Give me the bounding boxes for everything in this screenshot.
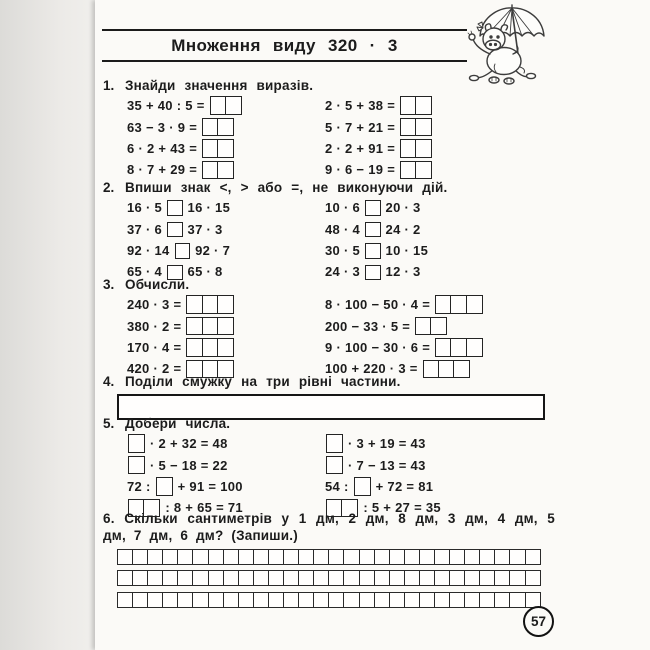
left-column [125,197,232,283]
equation-text: 6 · 2 + 43 = [127,140,198,156]
grid-cell[interactable] [283,549,300,565]
equation-text: 9 · 100 − 30 · 6 = [325,339,431,355]
right-column [323,197,430,283]
grid-cell[interactable] [177,570,194,586]
left-column [125,294,237,380]
equation-row [323,197,430,218]
exercise-5 [103,414,646,516]
grid-cell[interactable] [464,549,481,565]
equation-row [323,95,435,116]
grid-cell[interactable] [253,592,270,608]
answer-box-group [326,434,343,453]
equation-text: + 72 = 81 [375,478,434,494]
answer-box[interactable] [217,139,234,158]
equation-row [323,138,435,159]
grid-cell[interactable] [464,592,481,608]
page-number: 57 [530,614,547,629]
page-sheet [95,0,650,650]
grid-cell[interactable] [132,570,149,586]
grid-cell[interactable] [313,570,330,586]
equation-text: 12 · 3 [385,264,421,280]
exercise-prompt: Впиши знак <, > або =, не виконуючи дій. [125,180,448,195]
answer-box[interactable] [217,118,234,137]
equation-text: 100 + 220 · 3 = [325,361,418,377]
answer-box-group [202,118,234,137]
equation-text: 65 · 8 [187,264,223,280]
exercise-prompt-text: Скільки сантиметрів у 1 дм, 2 дм, 8 дм, 3 дм, 4 дм, 5 дм, 7 дм, 6 дм? (Запиши.) [103,511,556,543]
equation-text: 72 : [127,478,151,494]
equation-text: · 5 − 18 = 22 [150,457,228,473]
answer-grid [117,549,646,608]
left-column [125,95,245,181]
answer-box[interactable] [217,161,234,180]
grid-cell[interactable] [298,592,315,608]
equation-row [125,433,245,454]
equation-text: 8 · 7 + 29 = [127,162,198,178]
answer-box[interactable] [128,434,145,453]
answer-box-group [354,477,371,496]
answer-box-group [128,434,145,453]
equation-text: 2 · 5 + 38 = [325,98,396,114]
grid-cell[interactable] [132,549,149,565]
grid-cell[interactable] [132,592,149,608]
equation-text: 200 − 33 · 5 = [325,318,411,334]
equation-row [125,95,245,116]
exercise-prompt: Обчисли. [125,277,190,292]
grid-cell[interactable] [343,549,360,565]
exercise-prompt [103,511,555,544]
answer-box[interactable] [156,477,173,496]
grid-cell[interactable] [147,570,164,586]
equation-text: 37 · 3 [187,221,223,237]
answer-box-group [167,199,183,216]
equation-row [125,116,245,137]
equation-row [125,454,245,475]
equation-text: 10 · 6 [325,200,361,216]
grid-cell[interactable] [268,549,285,565]
equation-row [125,240,232,261]
grid-cell[interactable] [208,570,225,586]
equation-row [323,240,430,261]
grid-cell[interactable] [479,570,496,586]
equation-text: 9 · 6 − 19 = [325,162,396,178]
exercise-number: 5. [103,416,115,431]
equation-row [323,476,443,497]
equation-text: 30 · 5 [325,242,361,258]
answer-box[interactable] [354,477,371,496]
equation-row [125,476,245,497]
exercise-prompt: Поділи смужку на три рівні частини. [125,374,401,389]
equation-text: 35 + 40 : 5 = [127,98,205,114]
equation-row [323,433,443,454]
grid-cell[interactable] [328,592,345,608]
answer-box-group [415,317,447,336]
comparison-sign-box[interactable] [167,200,183,216]
grid-row [117,549,646,565]
grid-cell[interactable] [389,592,406,608]
grid-cell[interactable] [238,592,255,608]
grid-cell[interactable] [449,549,466,565]
grid-cell[interactable] [389,570,406,586]
grid-cell[interactable] [313,592,330,608]
answer-box[interactable] [225,96,242,115]
grid-cell[interactable] [162,570,179,586]
grid-cell[interactable] [328,549,345,565]
equation-text: 20 · 3 [385,200,421,216]
exercise-3 [103,275,646,377]
equation-row [125,138,245,159]
answer-box-group [186,317,234,336]
equation-text: : 5 + 27 = 35 [363,500,441,516]
answer-box[interactable] [326,434,343,453]
exercise-4 [103,372,646,420]
equation-row [125,315,237,336]
answer-box[interactable] [217,338,234,357]
equation-text: · 3 + 19 = 43 [348,436,426,452]
equation-row [125,197,232,218]
equation-text: 420 · 2 = [127,361,182,377]
grid-cell[interactable] [434,570,451,586]
equation-text: 380 · 2 = [127,318,182,334]
equation-text: 63 − 3 · 9 = [127,119,198,135]
equation-text: · 2 + 32 = 48 [150,436,228,452]
grid-cell[interactable] [479,592,496,608]
right-column [323,95,435,181]
grid-cell[interactable] [223,570,240,586]
grid-cell[interactable] [359,570,376,586]
equation-text: 48 · 4 [325,221,361,237]
grid-cell[interactable] [343,592,360,608]
equation-text: 65 · 4 [127,264,163,280]
grid-cell[interactable] [268,592,285,608]
exercise-header [103,178,646,197]
grid-cell[interactable] [525,549,542,565]
grid-cell[interactable] [359,549,376,565]
equation-row [323,218,430,239]
grid-cell[interactable] [343,570,360,586]
equation-text: 2 · 2 + 91 = [325,140,396,156]
equation-text: 24 · 2 [385,221,421,237]
grid-cell[interactable] [253,570,270,586]
answer-box[interactable] [415,161,432,180]
equation-text: 10 · 15 [385,242,429,258]
equation-row [125,337,237,358]
grid-cell[interactable] [162,549,179,565]
answer-box[interactable] [128,456,145,475]
grid-cell[interactable] [238,549,255,565]
grid-cell[interactable] [283,570,300,586]
exercise-header [103,372,646,391]
grid-cell[interactable] [223,549,240,565]
equation-text: 16 · 15 [187,200,231,216]
grid-cell[interactable] [389,549,406,565]
answer-box-group [365,221,381,238]
grid-cell[interactable] [509,549,526,565]
exercise-2 [103,178,646,280]
grid-cell[interactable] [374,549,391,565]
answer-box-group [400,139,432,158]
grid-cell[interactable] [449,592,466,608]
grid-row [117,592,646,608]
answer-box[interactable] [217,295,234,314]
answer-box-group [365,199,381,216]
answer-box-group [156,477,173,496]
page-title-text: Множення виду 320 · 3 [171,36,398,55]
answer-box-group [167,221,183,238]
grid-cell[interactable] [208,549,225,565]
answer-box-group [210,96,242,115]
equation-text: · 7 − 13 = 43 [348,457,426,473]
grid-row [117,570,646,586]
grid-cell[interactable] [313,549,330,565]
grid-cell[interactable] [298,549,315,565]
comparison-sign-box[interactable] [365,243,381,259]
exercise-number: 4. [103,374,115,389]
equation-row [323,454,443,475]
equation-text: 170 · 4 = [127,339,182,355]
equation-text: : 8 + 65 = 71 [165,500,243,516]
exercise-number: 3. [103,277,115,292]
grid-cell[interactable] [208,592,225,608]
answer-box[interactable] [466,295,483,314]
grid-cell[interactable] [525,570,542,586]
equation-text: 24 · 3 [325,264,361,280]
grid-cell[interactable] [404,549,421,565]
grid-cell[interactable] [449,570,466,586]
equation-text: + 91 = 100 [177,478,243,494]
comparison-sign-box[interactable] [365,200,381,216]
equation-row [323,116,435,137]
answer-box-group [400,118,432,137]
grid-cell[interactable] [117,549,134,565]
page-number-badge [523,606,554,637]
exercise-number: 6. [103,511,115,526]
exercise-number: 1. [103,78,115,93]
answer-box-group [400,161,432,180]
equation-text: 37 · 6 [127,221,163,237]
equation-row [323,294,486,315]
grid-cell[interactable] [147,549,164,565]
grid-cell[interactable] [419,592,436,608]
exercise-prompt: Знайди значення виразів. [125,78,314,93]
grid-cell[interactable] [253,549,270,565]
comparison-sign-box[interactable] [167,222,183,238]
answer-box[interactable] [326,456,343,475]
grid-cell[interactable] [177,592,194,608]
equation-row [323,337,486,358]
grid-cell[interactable] [374,592,391,608]
right-column [323,433,443,519]
grid-cell[interactable] [162,592,179,608]
answer-box-group [186,338,234,357]
answer-box-group [175,242,191,259]
answer-box-group [202,161,234,180]
exercise-header [103,275,646,294]
grid-cell[interactable] [147,592,164,608]
equation-text: 5 · 7 + 21 = [325,119,396,135]
equation-text: 16 · 5 [127,200,163,216]
equation-text: 54 : [325,478,349,494]
answer-box-group [186,295,234,314]
answer-box-group [435,338,483,357]
grid-cell[interactable] [298,570,315,586]
grid-cell[interactable] [192,570,209,586]
grid-cell[interactable] [192,549,209,565]
grid-cell[interactable] [359,592,376,608]
answer-box[interactable] [466,338,483,357]
grid-cell[interactable] [464,570,481,586]
answer-box-group [202,139,234,158]
grid-cell[interactable] [404,570,421,586]
grid-cell[interactable] [509,592,526,608]
exercise-number: 2. [103,180,115,195]
grid-cell[interactable] [177,549,194,565]
equation-row [125,218,232,239]
grid-cell[interactable] [509,570,526,586]
exercise-prompt: Добери числа. [125,416,231,431]
grid-cell[interactable] [223,592,240,608]
exercise-6 [103,511,646,613]
equation-row [323,315,486,336]
grid-cell[interactable] [419,570,436,586]
answer-box-group [435,295,483,314]
equation-text: 8 · 100 − 50 · 4 = [325,297,431,313]
answer-box[interactable] [415,118,432,137]
equation-text: 92 · 14 [127,242,170,258]
grid-cell[interactable] [494,592,511,608]
right-column [323,294,486,380]
answer-box[interactable] [415,96,432,115]
answer-box-group [128,456,145,475]
grid-cell[interactable] [283,592,300,608]
answer-box[interactable] [415,139,432,158]
answer-box[interactable] [430,317,447,336]
grid-cell[interactable] [268,570,285,586]
grid-cell[interactable] [479,549,496,565]
answer-box[interactable] [217,317,234,336]
answer-box-group [365,242,381,259]
exercise-header [103,414,646,433]
grid-cell[interactable] [494,570,511,586]
grid-cell[interactable] [494,549,511,565]
exercise-1 [103,76,646,178]
comparison-sign-box[interactable] [175,243,191,259]
answer-box-group [400,96,432,115]
comparison-sign-box[interactable] [365,222,381,238]
equation-row [125,294,237,315]
grid-cell[interactable] [404,592,421,608]
grid-cell[interactable] [117,570,134,586]
equation-text: 92 · 7 [195,242,231,258]
grid-cell[interactable] [434,549,451,565]
grid-cell[interactable] [238,570,255,586]
equation-text: 240 · 3 = [127,297,182,313]
page-title [102,29,467,62]
exercise-header [103,76,646,95]
grid-cell[interactable] [434,592,451,608]
grid-cell[interactable] [117,592,134,608]
answer-box-group [326,456,343,475]
grid-cell[interactable] [374,570,391,586]
left-column [125,433,245,519]
grid-cell[interactable] [328,570,345,586]
grid-cell[interactable] [192,592,209,608]
grid-cell[interactable] [419,549,436,565]
